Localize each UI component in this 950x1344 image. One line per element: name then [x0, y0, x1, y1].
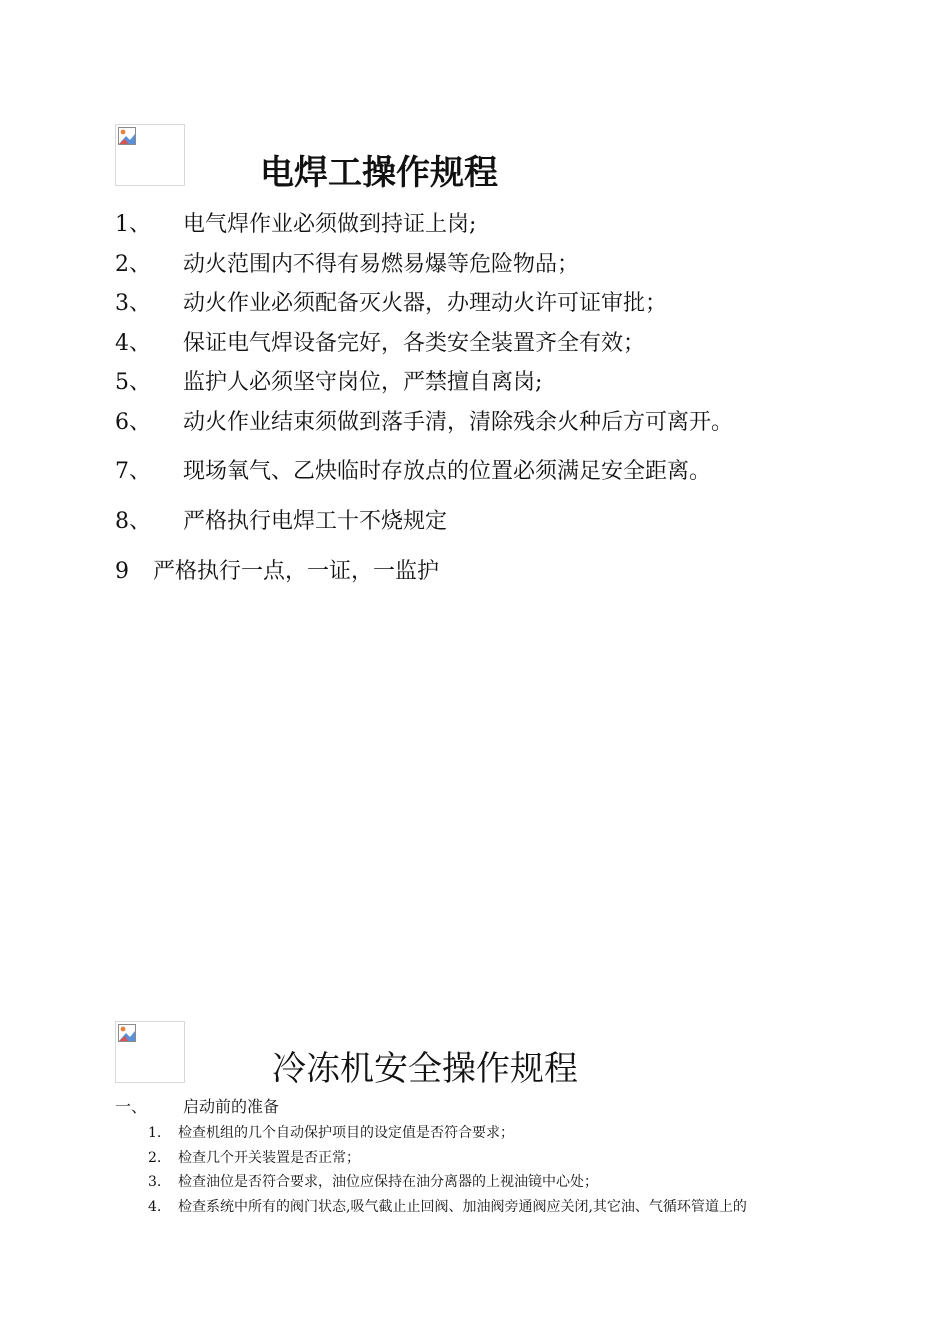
step-number: 4. — [148, 1199, 162, 1215]
rule-number: 8、 — [115, 509, 151, 534]
step-text: 检查油位是否符合要求，油位应保持在油分离器的上视油镜中心处； — [178, 1174, 598, 1190]
rule-number: 3、 — [115, 291, 151, 316]
rule-text: 监护人必须坚守岗位，严禁擅自离岗; — [183, 370, 543, 395]
page-title-welding: 电焊工操作规程 — [260, 153, 498, 193]
heading-text: 启动前的准备 — [183, 1097, 280, 1116]
step-number: 1. — [148, 1125, 162, 1141]
broken-image-icon — [118, 1024, 136, 1042]
rule-text: 电气焊作业必须做到持证上岗; — [183, 212, 477, 237]
rule-text: 动火作业必须配备灭火器，办理动火许可证审批； — [183, 291, 668, 316]
step-text: 检查系统中所有的阀门状态,吸气截止止回阀、加油阀旁通阀应关闭,其它油、气循环管道上的 — [178, 1199, 747, 1215]
rule-text: 动火范围内不得有易燃易爆等危险物品； — [183, 252, 580, 277]
rule-text: 动火作业结束须做到落手清，清除残余火种后方可离开。 — [183, 410, 734, 435]
rule-number: 6、 — [115, 410, 151, 435]
rule-number: 4、 — [115, 331, 151, 356]
logo-placeholder-2 — [115, 1021, 185, 1083]
rule-text: 严格执行一点，一证，一监护 — [153, 559, 440, 584]
rule-text: 严格执行电焊工十不烧规定 — [183, 509, 448, 534]
step-text: 检查几个开关装置是否正常； — [178, 1150, 360, 1166]
step-number: 2. — [148, 1150, 162, 1166]
broken-image-icon — [118, 127, 136, 145]
rule-number: 5、 — [115, 370, 151, 395]
page-title-chiller: 冷冻机安全操作规程 — [272, 1049, 578, 1089]
rule-text: 现场氧气、乙炔临时存放点的位置必须满足安全距离。 — [183, 459, 712, 484]
rule-number: 1、 — [115, 212, 151, 237]
step-text: 检查机组的几个自动保护项目的设定值是否符合要求； — [178, 1125, 514, 1141]
rule-number: 7、 — [115, 459, 151, 484]
rule-number: 9 — [115, 559, 129, 584]
rule-text: 保证电气焊设备完好，各类安全装置齐全有效； — [183, 331, 646, 356]
rule-number: 2、 — [115, 252, 151, 277]
step-number: 3. — [148, 1174, 162, 1190]
heading-number: 一、 — [115, 1097, 148, 1116]
logo-placeholder-1 — [115, 124, 185, 186]
